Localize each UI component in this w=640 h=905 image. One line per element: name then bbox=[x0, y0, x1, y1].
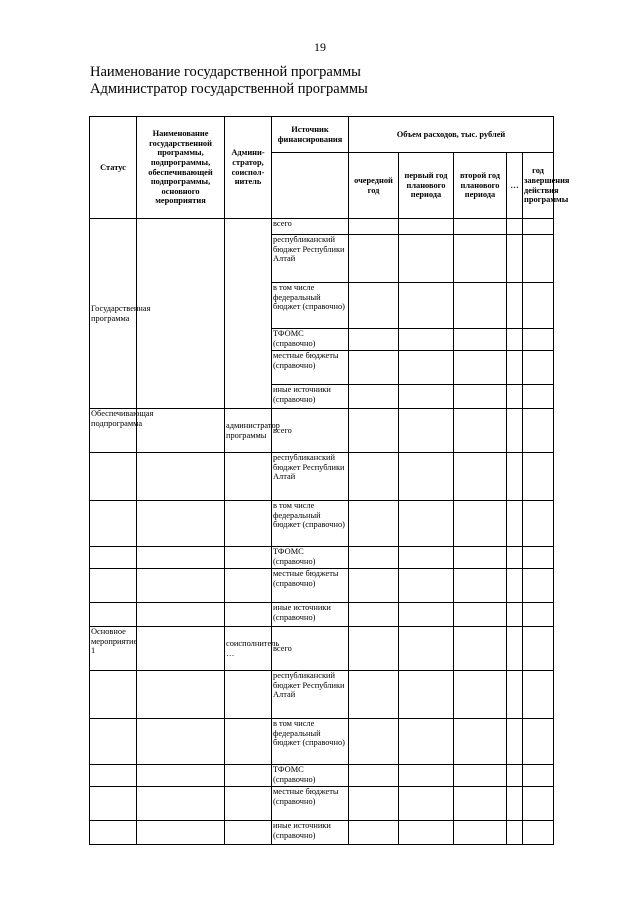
source-cell: республиканский бюджет Республики Алтай bbox=[272, 235, 349, 283]
table-row bbox=[90, 603, 554, 627]
name-cell bbox=[137, 627, 225, 671]
source-cell: всего bbox=[272, 627, 349, 671]
source-cell: местные бюджеты (справочно) bbox=[272, 787, 349, 821]
source-cell: ТФОМС (справочно) bbox=[272, 547, 349, 569]
source-cell: в том числе федеральный бюджет (справочно) bbox=[272, 501, 349, 547]
source-cell: всего bbox=[272, 219, 349, 235]
source-cell: местные бюджеты (справочно) bbox=[272, 569, 349, 603]
status-cell: Основное мероприятие 1 bbox=[90, 627, 137, 671]
status-cell: Обеспечивающая подпрограмма bbox=[90, 409, 137, 453]
source-cell: республиканский бюджет Республики Алтай bbox=[272, 453, 349, 501]
admin-cell bbox=[225, 219, 272, 409]
source-cell: иные источники (справочно) bbox=[272, 603, 349, 627]
col-header-source-empty bbox=[272, 153, 349, 219]
header-row bbox=[90, 117, 554, 153]
table-row bbox=[90, 627, 554, 671]
source-cell: всего bbox=[272, 409, 349, 453]
col-header-ellipsis: … bbox=[507, 153, 523, 219]
status-cell: Государственная программа bbox=[90, 219, 137, 409]
source-cell: в том числе федеральный бюджет (справочно) bbox=[272, 283, 349, 329]
col-header-expenses: Объем расходов, тыс. рублей bbox=[349, 117, 554, 153]
col-header-name: Наименование государственной программы, подпрограммы, обеспечивающей подпрограммы, основного мероприятия bbox=[137, 117, 225, 219]
col-header-first-plan-year: первый год планового периода bbox=[399, 153, 454, 219]
table-row bbox=[90, 821, 554, 845]
source-cell: иные источники (справочно) bbox=[272, 821, 349, 845]
col-header-admin: Админи-стратор, соиспол-нитель bbox=[225, 117, 272, 219]
table-row bbox=[90, 501, 554, 547]
table-row bbox=[90, 671, 554, 719]
table-row bbox=[90, 719, 554, 765]
page-number: 19 bbox=[314, 40, 326, 54]
table-row bbox=[90, 547, 554, 569]
col-header-final-year: год завершения действия программы bbox=[523, 153, 554, 219]
col-header-status: Статус bbox=[90, 117, 137, 219]
source-cell: иные источники (справочно) bbox=[272, 385, 349, 409]
budget-table bbox=[89, 116, 570, 845]
program-admin-heading: Администратор государственной программы bbox=[90, 81, 368, 97]
program-name-heading: Наименование государственной программы bbox=[90, 64, 361, 80]
admin-cell: соисполнитель … bbox=[225, 627, 272, 671]
source-cell: ТФОМС (справочно) bbox=[272, 765, 349, 787]
col-header-second-plan-year: второй год планового периода bbox=[454, 153, 507, 219]
source-cell: республиканский бюджет Республики Алтай bbox=[272, 671, 349, 719]
table-row bbox=[90, 409, 554, 453]
name-cell bbox=[137, 219, 225, 409]
table-row bbox=[90, 787, 554, 821]
col-header-source: Источник финансирования bbox=[272, 117, 349, 153]
col-header-next-year: очередной год bbox=[349, 153, 399, 219]
source-cell: в том числе федеральный бюджет (справочно) bbox=[272, 719, 349, 765]
admin-cell: администратор программы bbox=[225, 409, 272, 453]
table-row bbox=[90, 569, 554, 603]
table-row bbox=[90, 765, 554, 787]
source-cell: местные бюджеты (справочно) bbox=[272, 351, 349, 385]
table-row bbox=[90, 453, 554, 501]
table-row bbox=[90, 219, 554, 235]
source-cell: ТФОМС (справочно) bbox=[272, 329, 349, 351]
